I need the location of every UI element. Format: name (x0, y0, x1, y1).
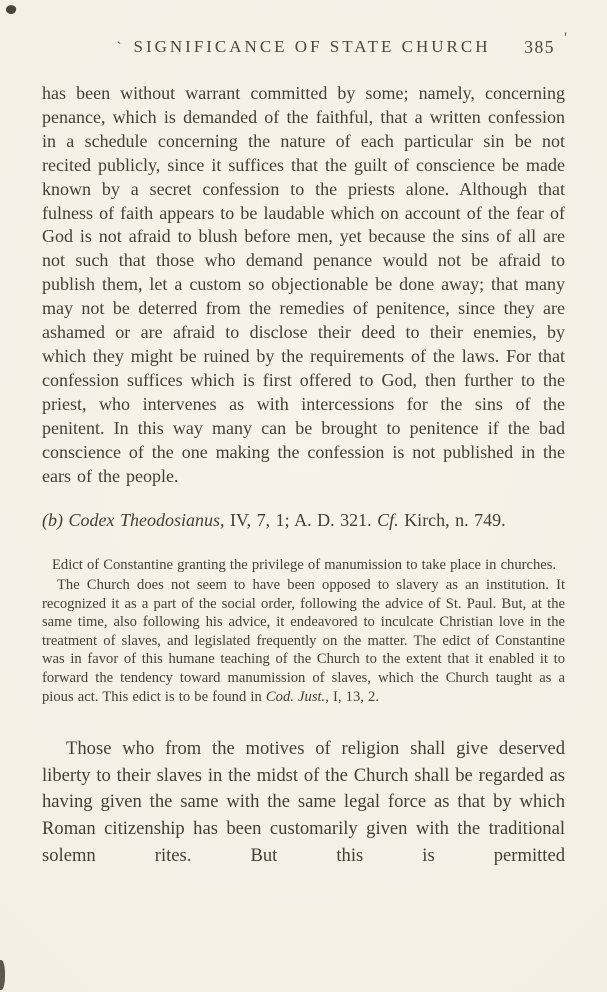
citation-work-title: (b) Codex Theodosianus (42, 510, 220, 531)
citation-cf-abbrev: Cf. (377, 510, 399, 531)
citation-reference: , IV, 7, 1; A. D. 321. (219, 510, 378, 531)
edict-paragraph: Those who from the motives of religion shall give deserved liberty to their slaves in the midst of the Church shall be regarded as having given the same with the same legal force as that by which Roman citizenship has been customarily given with the traditional solemn rites. But this is permitted (42, 738, 565, 866)
running-title: SIGNIFICANCE OF STATE CHURCH (133, 37, 491, 56)
editor-note-intro: Edict of Constantine granting the privilege of manumission to take place in churches. (52, 557, 557, 574)
text-block (0, 82, 607, 869)
ink-smudge-bottom-left (0, 960, 5, 990)
stray-pen-mark-right: ' (564, 30, 567, 46)
citation-line (42, 507, 565, 533)
commentary-text: The Church does not seem to have been opposed to slavery as an institution. It recognized it as a part of the social order, following the advice of St. Paul. But, at the same time, also following his advice, it endeavored to inculcate Christian love in the treatment of slaves, and legislated frequently on the matter. The edict of Constantine was in favor of this humane teaching of the Church to the extent that it enabled it to forward the tendency toward manumission of slaves, which the Church taught as a pious act. This edict is to be found in (42, 577, 565, 705)
commentary-source-italic: Cod. Just. (265, 688, 326, 705)
page-header (0, 0, 607, 57)
stray-pen-mark-left: ` (116, 40, 122, 56)
page-number: 385 (524, 37, 555, 57)
commentary-source-tail: , I, 13, 2. (325, 688, 379, 705)
citation-source: Kirch, n. 749. (398, 510, 506, 531)
main-paragraph: has been without warrant committed by some; namely, concerning penance, which is demanded of the faithful, that a written confession in a schedule concerning the nature of each particular sin be not recited publicly, since it suffices that the guilt of conscience be made known by a secret confession to the priests alone. Although that fulness of faith appears to be laudable which on account of the fear of God is not afraid to blush before men, yet because the sins of all are not such that those who demand penance would not be afraid to publish them, let a custom so objectionable be done away; that many may not be deterred from the remedies of penitence, since they are ashamed or are afraid to disclose their deed to their enemies, by which they might be ruined by the requirements of the laws. For that confession suffices which is first offered to God, then further to the priest, who intervenes as with intercessions for the sins of the penitent. In this way many can be brought to penitence if the bad conscience of the one making the confession is not published in the ears of the people. (42, 83, 565, 486)
editor-note-commentary (42, 576, 565, 706)
